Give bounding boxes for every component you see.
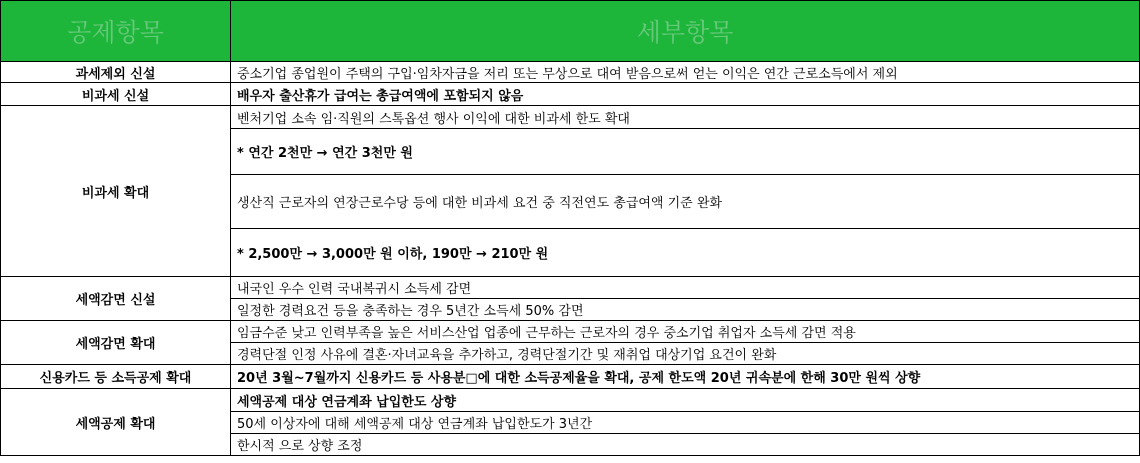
table-row [1, 277, 1140, 299]
detail-cell: 임금수준 낮고 인력부족을 높은 서비스산업 업종에 근무하는 근로자의 경우 중소기업 취업자 소득세 감면 적용 [231, 321, 1140, 343]
detail-cell: 세액공제 대상 연금계좌 납입한도 상향 [231, 389, 1140, 412]
category-cell: 과세제외 신설 [1, 62, 231, 83]
category-cell: 비과세 확대 [1, 106, 231, 277]
table-row [1, 365, 1140, 389]
table-row [1, 62, 1140, 83]
header-detail-item: 세부항목 [231, 1, 1140, 62]
detail-cell: 한시적 으로 상향 조정 [231, 434, 1140, 456]
table-row [1, 106, 1140, 129]
header-row [1, 1, 1140, 62]
detail-cell: 생산직 근로자의 연장근로수당 등에 대한 비과세 요건 중 직전연도 총급여액 기준 완화 [231, 175, 1140, 229]
table-row [1, 389, 1140, 412]
detail-cell: 내국인 우수 인력 국내복귀시 소득세 감면 [231, 277, 1140, 299]
category-cell: 비과세 신설 [1, 83, 231, 106]
table-row [1, 321, 1140, 343]
detail-cell: 벤처기업 소속 임·직원의 스톡옵션 행사 이익에 대한 비과세 한도 확대 [231, 106, 1140, 129]
detail-cell: 경력단절 인정 사유에 결혼·자녀교육을 추가하고, 경력단절기간 및 재취업 대상기업 요건이 완화 [231, 343, 1140, 365]
detail-cell: 중소기업 종업원이 주택의 구입·임차자금을 저리 또는 무상으로 대여 받음으로써 얻는 이익은 연간 근로소득에서 제외 [231, 62, 1140, 83]
detail-cell: 배우자 출산휴가 급여는 총급여액에 포함되지 않음 [231, 83, 1140, 106]
detail-cell: 20년 3월~7월까지 신용카드 등 사용분□에 대한 소득공제율을 확대, 공제 한도액 20년 귀속분에 한해 30만 원씩 상향 [231, 365, 1140, 389]
detail-cell: * 연간 2천만 → 연간 3천만 원 [231, 129, 1140, 175]
category-cell: 세액감면 신설 [1, 277, 231, 321]
detail-cell: 일정한 경력요건 등을 충족하는 경우 5년간 소득세 50% 감면 [231, 299, 1140, 321]
detail-cell: * 2,500만 → 3,000만 원 이하, 190만 → 210만 원 [231, 229, 1140, 277]
detail-cell: 50세 이상자에 대해 세액공제 대상 연금계좌 납입한도가 3년간 [231, 412, 1140, 434]
table-row [1, 83, 1140, 106]
category-cell: 세액공제 확대 [1, 389, 231, 456]
header-deduction-item: 공제항목 [1, 1, 231, 62]
category-cell: 세액감면 확대 [1, 321, 231, 365]
category-cell: 신용카드 등 소득공제 확대 [1, 365, 231, 389]
